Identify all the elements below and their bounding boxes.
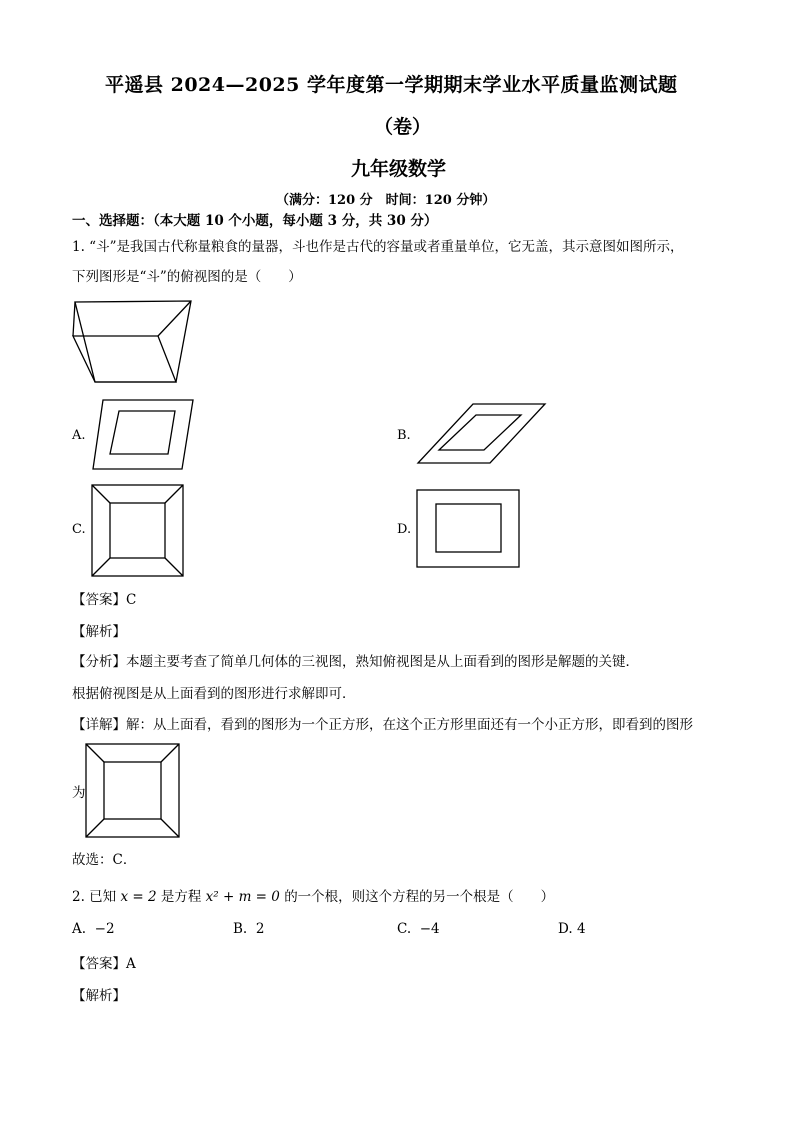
option-a-figure xyxy=(90,396,196,472)
section-heading: 一、选择题：（本大题 10 个小题，每小题 3 分，共 30 分） xyxy=(72,213,438,229)
q2-option-c-value: −4 xyxy=(419,921,440,937)
q2-option-c xyxy=(397,921,440,937)
option-c-label: C. xyxy=(72,522,86,537)
option-a-label: A. xyxy=(72,428,86,443)
q2-option-d-value: 4 xyxy=(576,921,586,937)
q2-option-a-label: A. xyxy=(72,921,87,937)
q2-option-a xyxy=(72,921,115,937)
q2-option-a-value: −2 xyxy=(94,921,115,937)
q2-eq2: x² + m = 0 xyxy=(205,889,280,905)
option-b-inner xyxy=(439,415,521,450)
dou-bottom xyxy=(73,336,176,382)
question-1-line-1: 1. “斗”是我国古代称量粮食的量器，斗也作是古代的容量或者重量单位，它无盖，其示意图如图所示， xyxy=(72,239,684,255)
answer-1: 【答案】C xyxy=(72,592,137,608)
analysis-xiangjie: 【详解】解：从上面看，看到的图形为一个正方形，在这个正方形里面还有一个小正方形，即看到的图形 xyxy=(72,717,693,733)
grade-title: 九年级数学 xyxy=(351,158,447,180)
option-d-label: D. xyxy=(397,522,412,537)
option-a-inner xyxy=(110,411,175,454)
q2-option-b xyxy=(233,921,264,937)
q2-suffix: 的一个根，则这个方程的另一个根是（ ） xyxy=(284,889,555,905)
option-d-figure xyxy=(415,488,522,570)
analysis-tag-2: 【解析】 xyxy=(72,988,126,1004)
conclusion-1: 故选：C． xyxy=(72,852,137,868)
dou-figure xyxy=(66,292,196,388)
dou-outer xyxy=(75,301,191,382)
option-b-figure xyxy=(415,402,549,466)
analysis-fenxi-2: 根据俯视图是从上面看到的图形进行求解即可． xyxy=(72,686,356,702)
analysis-wei: 为 xyxy=(72,785,86,801)
page-title: 平遥县 2024—2025 学年度第一学期期末学业水平质量监测试题 xyxy=(105,74,678,96)
question-2-stem xyxy=(72,885,554,905)
answer-2: 【答案】A xyxy=(72,956,136,972)
detail-figure xyxy=(84,742,182,839)
q2-option-b-value: 2 xyxy=(255,921,265,937)
q2-option-b-label: B. xyxy=(233,921,248,937)
question-1-line-2: 下列图形是“斗”的俯视图的是（ ） xyxy=(72,269,302,285)
option-b-outer xyxy=(418,404,545,463)
option-d-outer xyxy=(417,490,519,567)
q2-eq1: x = 2 xyxy=(120,889,157,905)
detail-inner xyxy=(104,762,161,819)
option-c-figure xyxy=(90,483,186,578)
option-d-inner xyxy=(436,504,501,552)
q2-prefix: 2. 已知 xyxy=(72,889,117,905)
q2-option-d xyxy=(558,921,586,937)
analysis-tag-1: 【解析】 xyxy=(72,624,126,640)
analysis-fenxi: 【分析】本题主要考查了简单几何体的三视图，熟知俯视图是从上面看到的图形是解题的关键． xyxy=(72,654,639,670)
option-b-label: B. xyxy=(397,428,411,443)
page-subtitle: （卷） xyxy=(374,116,432,138)
option-c-inner xyxy=(110,503,165,558)
dou-edge xyxy=(73,302,75,336)
q2-option-d-label: D. xyxy=(558,921,573,937)
q2-option-c-label: C. xyxy=(397,921,412,937)
q2-mid: 是方程 xyxy=(160,889,202,905)
exam-meta: （满分：120 分 时间：120 分钟） xyxy=(276,193,496,208)
